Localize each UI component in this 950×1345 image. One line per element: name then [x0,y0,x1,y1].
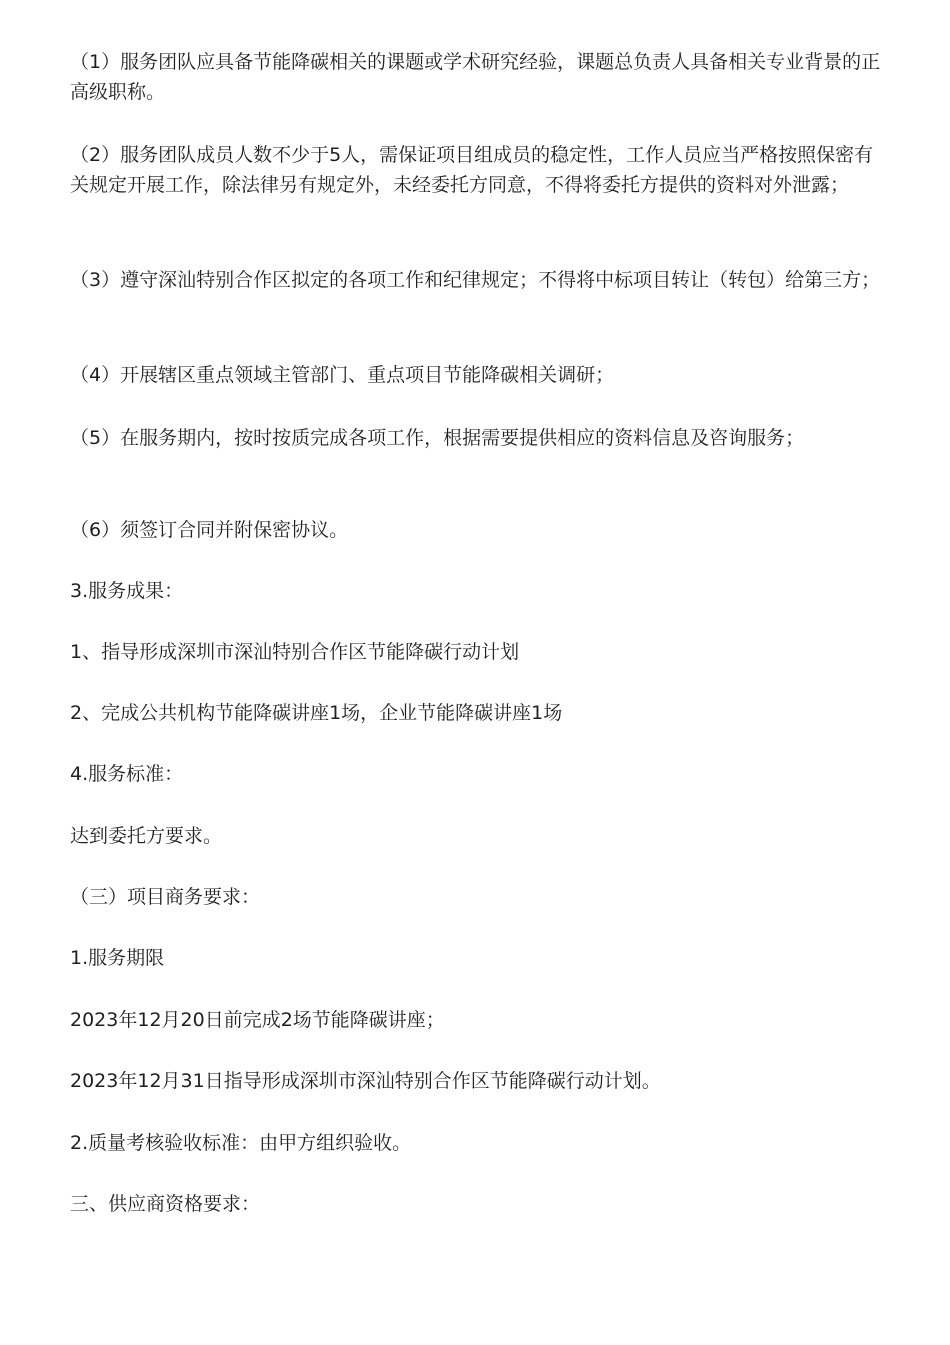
requirement-item-4: （4）开展辖区重点领域主管部门、重点项目节能降碳相关调研； [70,364,615,386]
subheading-service-period: 1.服务期限 [70,947,165,969]
result-item-2: 2、完成公共机构节能降碳讲座1场，企业节能降碳讲座1场 [70,702,563,724]
section-heading-supplier-qualifications: 三、供应商资格要求： [70,1193,261,1215]
section-heading-service-standard: 4.服务标准： [70,763,184,785]
quality-acceptance-standard: 2.质量考核验收标准：由甲方组织验收。 [70,1132,412,1154]
section-heading-business-requirements: （三）项目商务要求： [70,886,261,908]
result-item-1: 1、指导形成深圳市深汕特别合作区节能降碳行动计划 [70,641,520,663]
section-heading-service-results: 3.服务成果： [70,580,184,602]
requirement-item-6: （6）须签订合同并附保密协议。 [70,519,349,541]
requirement-item-3: （3）遵守深汕特别合作区拟定的各项工作和纪律规定；不得将中标项目转让（转包）给第三方； [70,269,881,291]
service-period-item-1: 2023年12月20日前完成2场节能降碳讲座； [70,1009,445,1031]
service-standard-text: 达到委托方要求。 [70,825,223,847]
requirement-item-1: （1）服务团队应具备节能降碳相关的课题或学术研究经验，课题总负责人具备相关专业背景的正高级职称。 [70,51,881,103]
service-period-item-2: 2023年12月31日指导形成深圳市深汕特别合作区节能降碳行动计划。 [70,1070,661,1092]
requirement-item-2: （2）服务团队成员人数不少于5人，需保证项目组成员的稳定性，工作人员应当严格按照保密有关规定开展工作，除法律另有规定外，未经委托方同意，不得将委托方提供的资料对外泄露； [70,144,874,196]
requirement-item-5: （5）在服务期内，按时按质完成各项工作，根据需要提供相应的资料信息及咨询服务； [70,427,805,449]
